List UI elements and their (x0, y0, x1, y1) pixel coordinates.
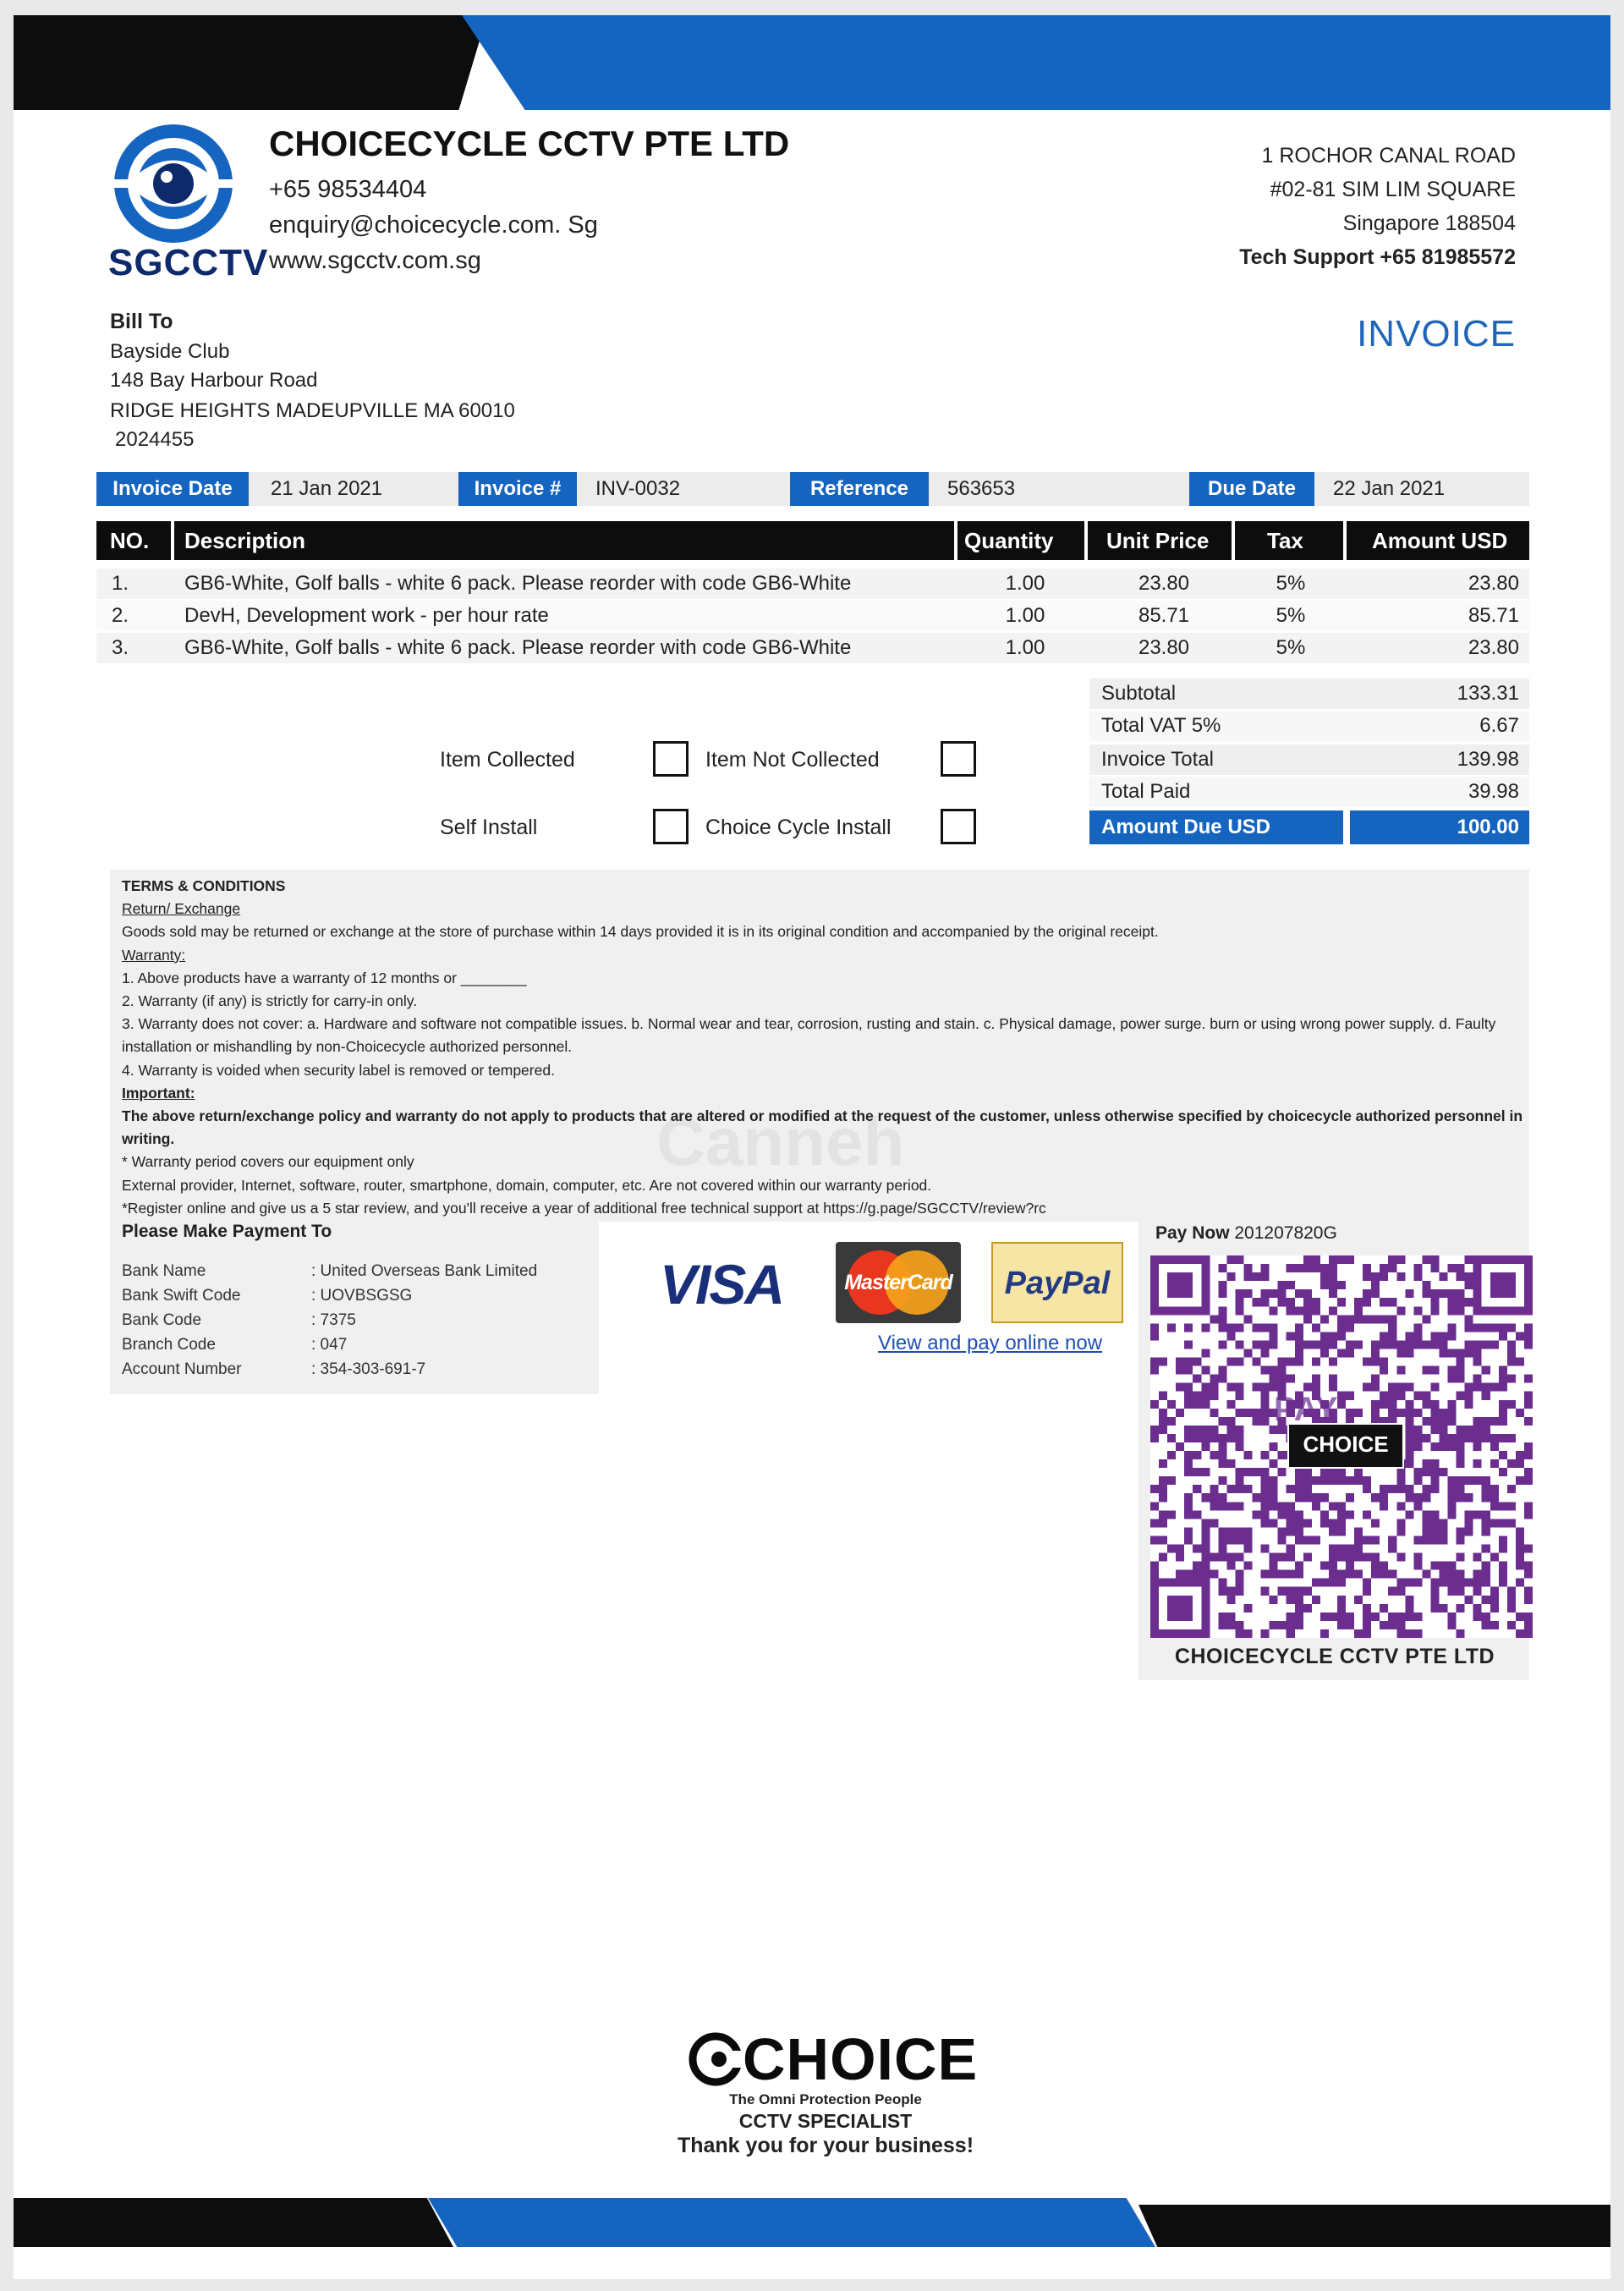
cell-description: GB6-White, Golf balls - white 6 pack. Please reorder with code GB6-White (184, 636, 852, 659)
cell-no: 2. (112, 604, 129, 627)
logo-text: SGCCTV (108, 242, 269, 283)
total-paid-value: 39.98 (1468, 780, 1519, 803)
invoice-title: INVOICE (1357, 313, 1516, 354)
col-header-no: NO. (110, 528, 150, 553)
paypal-text: PayPal (1004, 1266, 1111, 1301)
cell-unit-price: 23.80 (1138, 636, 1190, 659)
visa-logo-icon: VISA (660, 1253, 784, 1316)
amount-due-label: Amount Due USD (1101, 816, 1270, 838)
terms-title: TERMS & CONDITIONS (122, 877, 286, 894)
choice-install-label: Choice Cycle Install (705, 816, 892, 839)
address-line-2: #02-81 SIM LIM SQUARE (1270, 178, 1516, 201)
warranty-line: 4. Warranty is voided when security label is removed or tempered. (122, 1061, 555, 1079)
item-not-collected-label: Item Not Collected (705, 748, 880, 772)
company-phone: +65 98534404 (269, 176, 427, 203)
return-text: Goods sold may be returned or exchange at the store of purchase within 14 days provided it is in its original condition and accompanied by the original receipt. (122, 923, 1159, 941)
tech-support: Tech Support +65 81985572 (1239, 245, 1516, 269)
swift-label: Bank Swift Code (122, 1287, 241, 1305)
invoice-date-label: Invoice Date (96, 472, 249, 506)
footer-band-black-left (14, 2198, 453, 2247)
bank-name-value: : United Overseas Bank Limited (311, 1262, 538, 1280)
bill-to-label: Bill To (110, 310, 173, 333)
qr-badge-text: CHOICE (1303, 1431, 1389, 1457)
col-header-amount: Amount USD (1372, 528, 1508, 553)
terms-note: * Warranty period covers our equipment only (122, 1153, 414, 1171)
terms-and-conditions (122, 875, 1529, 1220)
cell-description: GB6-White, Golf balls - white 6 pack. Please reorder with code GB6-White (184, 572, 852, 595)
company-name: CHOICECYCLE CCTV PTE LTD (269, 124, 790, 163)
footer-specialist: CCTV SPECIALIST (738, 2110, 913, 2132)
bill-to-line: 2024455 (115, 428, 195, 451)
invoice-date-value: 21 Jan 2021 (271, 477, 383, 500)
mastercard-text: MasterCard (844, 1271, 952, 1294)
swift-value: : UOVBSGSG (311, 1287, 413, 1305)
cell-unit-price: 23.80 (1138, 572, 1190, 595)
cell-quantity: 1.00 (1005, 604, 1045, 627)
invoice-total-value: 139.98 (1457, 748, 1519, 771)
address-line-1: 1 ROCHOR CANAL ROAD (1261, 144, 1516, 168)
col-header-quantity: Quantity (964, 528, 1054, 553)
cell-amount: 23.80 (1468, 572, 1519, 595)
bill-to-line: Bayside Club (110, 340, 230, 363)
col-separator (1232, 521, 1235, 560)
warranty-line: 1. Above products have a warranty of 12 months or ________ (122, 969, 527, 986)
cell-tax: 5% (1276, 636, 1306, 659)
reference-label: Reference (790, 472, 929, 506)
bill-to-line: RIDGE HEIGHTS MADEUPVILLE MA 60010 (110, 399, 515, 422)
header-band-blue (462, 15, 1610, 110)
warranty-line: 3. Warranty does not cover: a. Hardware and software not compatible issues. b. Normal wear and tear, corrosion, rusting and stain. c. Physical damage, power surge. burn or using wrong power supply. d. Faulty installation or mishandling by non-Choicecycle authorized personnel. (122, 1015, 1496, 1056)
invoice-number-label: Invoice # (458, 472, 577, 506)
vat-label: Total VAT 5% (1101, 714, 1221, 737)
branch-code-label: Branch Code (122, 1336, 216, 1354)
return-heading: Return/ Exchange (122, 900, 241, 918)
col-header-description: Description (184, 528, 306, 553)
cell-amount: 23.80 (1468, 636, 1519, 659)
item-collected-checkbox[interactable] (653, 741, 689, 777)
cell-quantity: 1.00 (1005, 572, 1045, 595)
footer-choice-logo: CHOICE (743, 2026, 979, 2092)
total-paid-label: Total Paid (1101, 780, 1191, 803)
company-email: enquiry@choicecycle.com. Sg (269, 212, 598, 239)
invoice-page (14, 15, 1610, 2279)
watermark: Canneh (656, 1104, 905, 1179)
cell-tax: 5% (1276, 604, 1306, 627)
invoice-number-value: INV-0032 (595, 477, 681, 500)
choice-install-checkbox[interactable] (941, 809, 976, 844)
account-number-value: : 354-303-691-7 (311, 1360, 426, 1378)
header-band-black (14, 15, 487, 110)
qr-company-name: CHOICECYCLE CCTV PTE LTD (1174, 1645, 1495, 1668)
qr-pay-overlay: PAY (1274, 1391, 1338, 1428)
branch-code-value: : 047 (311, 1336, 348, 1354)
cell-quantity: 1.00 (1005, 636, 1045, 659)
item-collected-label: Item Collected (440, 748, 575, 772)
terms-note: *Register online and give us a 5 star review, and you'll receive a year of additional free technical support at https://g.page/SGCCTV/review?rc (122, 1199, 1046, 1217)
terms-note: External provider, Internet, software, router, smartphone, domain, computer, etc. Are not covered within our warranty period. (122, 1176, 932, 1194)
paynow-label (1155, 1223, 1337, 1244)
cell-tax: 5% (1276, 572, 1306, 595)
footer-tagline: The Omni Protection People (729, 2091, 922, 2107)
subtotal-label: Subtotal (1101, 682, 1177, 705)
subtotal-value: 133.31 (1457, 682, 1519, 705)
due-date-value: 22 Jan 2021 (1333, 477, 1446, 500)
col-separator (954, 521, 957, 560)
reference-value: 563653 (947, 477, 1016, 500)
item-not-collected-checkbox[interactable] (941, 741, 976, 777)
col-separator (171, 521, 174, 560)
cell-amount: 85.71 (1468, 604, 1519, 627)
cell-description: DevH, Development work - per hour rate (184, 604, 549, 627)
warranty-line: 2. Warranty (if any) is strictly for carry-in only. (122, 992, 418, 1010)
warranty-heading: Warranty: (122, 946, 186, 964)
paypal-logo-icon (991, 1242, 1123, 1323)
vat-value: 6.67 (1479, 714, 1519, 737)
mastercard-logo-icon (836, 1242, 961, 1323)
col-header-tax: Tax (1267, 528, 1303, 553)
col-header-unit-price: Unit Price (1106, 528, 1210, 553)
paynow-id: 201207820G (1234, 1223, 1337, 1243)
important-heading: Important: (122, 1084, 195, 1102)
due-date-label: Due Date (1189, 472, 1314, 506)
important-text: The above return/exchange policy and warranty do not apply to products that are altered or modified at the request of the customer, unless otherwise specified by choicecycle authorized personnel in writing. (122, 1107, 1523, 1148)
company-website: www.sgcctv.com.sg (269, 247, 481, 274)
payment-title: Please Make Payment To (122, 1222, 332, 1241)
footer-thanks: Thank you for your business! (677, 2134, 974, 2157)
bank-code-label: Bank Code (122, 1311, 202, 1329)
bank-code-value: : 7375 (311, 1311, 356, 1329)
amount-due-value: 100.00 (1457, 816, 1519, 838)
footer-band-black-right (1138, 2205, 1610, 2247)
cell-no: 1. (112, 572, 129, 595)
cell-no: 3. (112, 636, 129, 659)
account-number-label: Account Number (122, 1360, 242, 1378)
items-table-header (96, 521, 1529, 560)
cell-unit-price: 85.71 (1138, 604, 1190, 627)
qr-choice-badge (1287, 1423, 1404, 1469)
self-install-label: Self Install (440, 816, 538, 839)
bill-to-line: 148 Bay Harbour Road (110, 369, 318, 392)
invoice-total-label: Invoice Total (1101, 748, 1214, 771)
paynow-title: Pay Now (1155, 1223, 1230, 1243)
col-separator (1084, 521, 1088, 560)
footer-band-blue (428, 2198, 1155, 2247)
pay-online-link[interactable]: View and pay online now (878, 1332, 1103, 1354)
address-line-3: Singapore 188504 (1342, 212, 1516, 235)
col-separator (1343, 521, 1347, 560)
choice-swirl-icon (689, 2032, 743, 2086)
bank-name-label: Bank Name (122, 1262, 206, 1280)
sgcctv-eye-logo-icon (110, 120, 237, 247)
self-install-checkbox[interactable] (653, 809, 689, 844)
